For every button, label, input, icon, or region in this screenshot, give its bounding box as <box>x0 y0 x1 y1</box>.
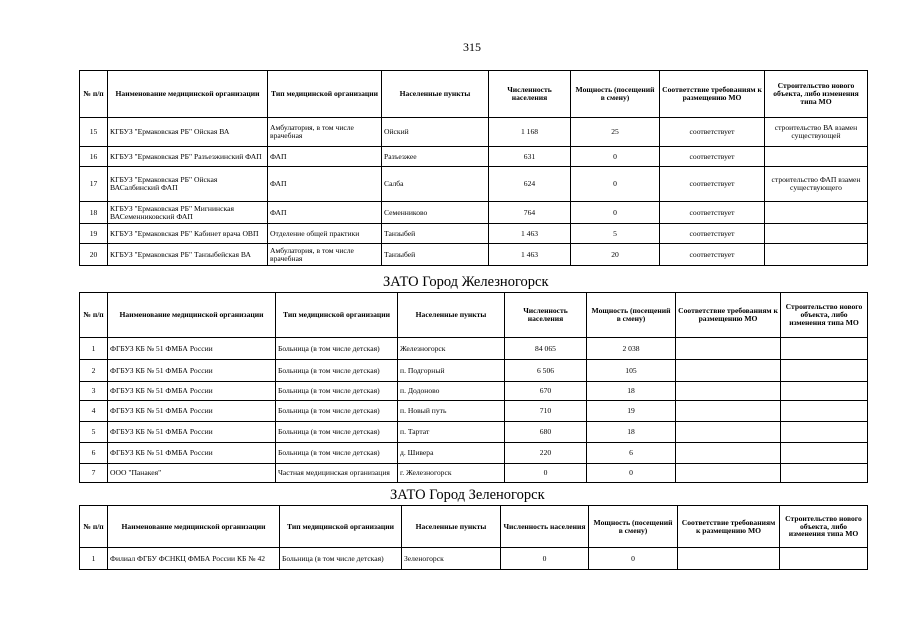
table-cell: п. Подгорный <box>398 360 505 382</box>
table-cell: Разъезжее <box>382 147 489 167</box>
header-cell: № п/п <box>80 71 108 118</box>
table-cell: ФГБУЗ КБ № 51 ФМБА России <box>108 338 276 360</box>
table-row <box>80 401 868 422</box>
table-cell: строительство ФАП взамен существующего <box>765 167 868 202</box>
header-cell: Строительство нового объекта, либо изменения типа МО <box>781 293 868 338</box>
table-cell <box>780 548 868 570</box>
table-cell: 2 <box>80 360 108 382</box>
table-cell: Танзыбей <box>382 224 489 244</box>
table-cell: КГБУЗ "Ермаковская РБ" Мигнинская ВАСеменниковский ФАП <box>108 202 268 224</box>
header-cell: Населенные пункты <box>402 506 501 548</box>
header-cell: Наименование медицинской организации <box>108 506 280 548</box>
table-cell: соответствует <box>660 167 765 202</box>
header-cell: Мощность (посещений в смену) <box>571 71 660 118</box>
table-cell: 0 <box>571 202 660 224</box>
table-cell: п. Додоново <box>398 382 505 401</box>
table-cell: 19 <box>587 401 676 422</box>
table-cell: Больница (в том числе детская) <box>276 443 398 464</box>
table-cell: 0 <box>571 167 660 202</box>
header-cell: Населенные пункты <box>398 293 505 338</box>
table-cell: 4 <box>80 401 108 422</box>
table-cell <box>676 422 781 443</box>
table-cell: Амбулатория, в том числе врачебная <box>268 118 382 147</box>
table-cell: Отделение общей практики <box>268 224 382 244</box>
table-cell: 84 065 <box>505 338 587 360</box>
table-cell: 764 <box>489 202 571 224</box>
header-cell: Строительство нового объекта, либо изменения типа МО <box>765 71 868 118</box>
table-cell: 670 <box>505 382 587 401</box>
table-header-row <box>80 71 868 118</box>
header-cell: Тип медицинской организации <box>276 293 398 338</box>
table-row <box>80 147 868 167</box>
header-cell: Соответствие требованиям к размещению МО <box>676 293 781 338</box>
table-cell: 710 <box>505 401 587 422</box>
table-cell: соответствует <box>660 244 765 266</box>
table-cell: Больница (в том числе детская) <box>280 548 402 570</box>
table-cell: 18 <box>587 422 676 443</box>
table-header-row <box>80 293 868 338</box>
table-cell: п. Тартат <box>398 422 505 443</box>
table-cell <box>678 548 780 570</box>
table-cell: 105 <box>587 360 676 382</box>
table-row <box>80 422 868 443</box>
table-cell: Танзыбей <box>382 244 489 266</box>
table-cell <box>781 382 868 401</box>
header-cell: Тип медицинской организации <box>280 506 402 548</box>
table-cell: 680 <box>505 422 587 443</box>
table-cell: 0 <box>587 464 676 483</box>
header-cell: Численность населения <box>501 506 589 548</box>
table-cell: Больница (в том числе детская) <box>276 401 398 422</box>
table-cell: 20 <box>80 244 108 266</box>
header-cell: Численность населения <box>489 71 571 118</box>
table-cell <box>765 244 868 266</box>
table-cell: 7 <box>80 464 108 483</box>
table-cell: Больница (в том числе детская) <box>276 360 398 382</box>
table-cell: 15 <box>80 118 108 147</box>
table-cell: 16 <box>80 147 108 167</box>
header-cell: № п/п <box>80 506 108 548</box>
table-cell: ФАП <box>268 167 382 202</box>
table-cell: 20 <box>571 244 660 266</box>
table-row <box>80 338 868 360</box>
table-cell: 1 463 <box>489 224 571 244</box>
header-cell: Наименование медицинской организации <box>108 293 276 338</box>
table-cell: 2 038 <box>587 338 676 360</box>
table-cell <box>781 422 868 443</box>
table-cell: 0 <box>501 548 589 570</box>
table-row <box>80 118 868 147</box>
table-body <box>80 338 868 483</box>
table-cell: КГБУЗ "Ермаковская РБ" Ойская ВАСалбинский ФАП <box>108 167 268 202</box>
table-cell: д. Шивера <box>398 443 505 464</box>
header-cell: Населенные пункты <box>382 71 489 118</box>
table-cell: строительство ВА взамен существующей <box>765 118 868 147</box>
table-cell <box>781 338 868 360</box>
table-cell: 0 <box>505 464 587 483</box>
header-cell: Мощность (посещений в смену) <box>587 293 676 338</box>
table-cell: ФГБУЗ КБ № 51 ФМБА России <box>108 422 276 443</box>
table-cell: ФГБУЗ КБ № 51 ФМБА России <box>108 401 276 422</box>
table-cell: г. Железногорск <box>398 464 505 483</box>
header-cell: Численность населения <box>505 293 587 338</box>
table-cell: 1 463 <box>489 244 571 266</box>
table-ermakovsky <box>79 70 868 266</box>
table-cell <box>781 464 868 483</box>
table-row <box>80 202 868 224</box>
table-cell: 6 <box>80 443 108 464</box>
table-cell: 17 <box>80 167 108 202</box>
table-cell <box>765 202 868 224</box>
header-cell: Соответствие требованиям к размещению МО <box>660 71 765 118</box>
header-cell: Соответствие требованиям к размещению МО <box>678 506 780 548</box>
table-cell: 18 <box>587 382 676 401</box>
table-cell: 624 <box>489 167 571 202</box>
table-cell: ФГБУЗ КБ № 51 ФМБА России <box>108 382 276 401</box>
table-row <box>80 443 868 464</box>
table-row <box>80 244 868 266</box>
table-cell: ФГБУЗ КБ № 51 ФМБА России <box>108 443 276 464</box>
table-cell: 1 168 <box>489 118 571 147</box>
table-cell: Семенниково <box>382 202 489 224</box>
table-cell: 6 506 <box>505 360 587 382</box>
table-row <box>80 464 868 483</box>
page-number: 315 <box>463 40 481 54</box>
table-cell: 5 <box>80 422 108 443</box>
table-row <box>80 360 868 382</box>
table-cell <box>676 443 781 464</box>
table-cell: Зеленогорск <box>402 548 501 570</box>
section-title-zelenogorsk: ЗАТО Город Зеленогорск <box>390 487 545 503</box>
header-cell: Строительство нового объекта, либо изменения типа МО <box>780 506 868 548</box>
table-cell: КГБУЗ "Ермаковская РБ" Танзыбейская ВА <box>108 244 268 266</box>
table-cell <box>781 360 868 382</box>
table-cell: 1 <box>80 548 108 570</box>
table-cell: п. Новый путь <box>398 401 505 422</box>
table-cell <box>781 401 868 422</box>
table-cell: КГБУЗ "Ермаковская РБ" Разъезжинский ФАП <box>108 147 268 167</box>
table-cell: соответствует <box>660 147 765 167</box>
table-cell: ФГБУЗ КБ № 51 ФМБА России <box>108 360 276 382</box>
table-cell: 6 <box>587 443 676 464</box>
table-row <box>80 382 868 401</box>
table-cell: 0 <box>589 548 678 570</box>
table-cell: ООО "Панакея" <box>108 464 276 483</box>
table-zheleznogorsk <box>79 292 868 483</box>
table-cell: 19 <box>80 224 108 244</box>
table-cell: 18 <box>80 202 108 224</box>
table-cell <box>781 443 868 464</box>
table-cell: КГБУЗ "Ермаковская РБ" Ойская ВА <box>108 118 268 147</box>
table-body <box>80 118 868 266</box>
table-cell <box>676 360 781 382</box>
table-cell: Салба <box>382 167 489 202</box>
table-cell: 1 <box>80 338 108 360</box>
table-row <box>80 224 868 244</box>
table-cell <box>765 224 868 244</box>
table-header-row <box>80 506 868 548</box>
table-cell: соответствует <box>660 202 765 224</box>
section-title-zheleznogorsk: ЗАТО Город Железногорск <box>383 274 549 290</box>
header-cell: № п/п <box>80 293 108 338</box>
table-body <box>80 548 868 570</box>
table-cell: Частная медицинская организация <box>276 464 398 483</box>
table-cell: 220 <box>505 443 587 464</box>
table-cell <box>676 464 781 483</box>
header-cell: Наименование медицинской организации <box>108 71 268 118</box>
table-cell: КГБУЗ "Ермаковская РБ" Кабинет врача ОВП <box>108 224 268 244</box>
table-cell <box>676 401 781 422</box>
table-row <box>80 548 868 570</box>
table-cell: ФАП <box>268 202 382 224</box>
table-cell: Амбулатория, в том числе врачебная <box>268 244 382 266</box>
table-cell: соответствует <box>660 224 765 244</box>
table-zelenogorsk <box>79 505 868 570</box>
table-cell: ФАП <box>268 147 382 167</box>
table-cell <box>765 147 868 167</box>
table-cell: Железногорск <box>398 338 505 360</box>
table-cell <box>676 338 781 360</box>
table-cell: 5 <box>571 224 660 244</box>
table-cell: 0 <box>571 147 660 167</box>
table-cell: соответствует <box>660 118 765 147</box>
table-cell <box>676 382 781 401</box>
table-cell: Больница (в том числе детская) <box>276 338 398 360</box>
table-cell: 3 <box>80 382 108 401</box>
table-cell: Больница (в том числе детская) <box>276 422 398 443</box>
table-cell: Филиал ФГБУ ФСНКЦ ФМБА России КБ № 42 <box>108 548 280 570</box>
table-cell: 631 <box>489 147 571 167</box>
header-cell: Тип медицинской организации <box>268 71 382 118</box>
header-cell: Мощность (посещений в смену) <box>589 506 678 548</box>
table-cell: 25 <box>571 118 660 147</box>
table-row <box>80 167 868 202</box>
table-cell: Ойский <box>382 118 489 147</box>
table-cell: Больница (в том числе детская) <box>276 382 398 401</box>
